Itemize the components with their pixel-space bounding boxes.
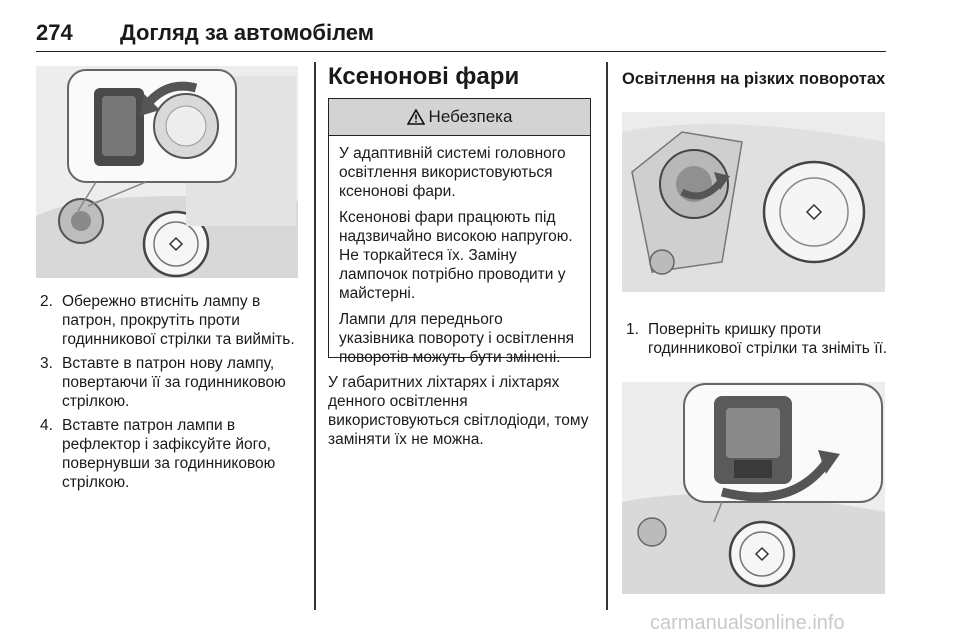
list-item: [40, 354, 302, 411]
watermark: carmanualsonline.info: [650, 612, 845, 634]
step-text: Вставте в патрон нову лампу, повертаючи її за годинниковою стрілкою.: [62, 355, 286, 410]
warning-box: [328, 98, 591, 366]
subsection-title: Освітлення на різких поворотах: [622, 70, 886, 88]
step-number: 3.: [40, 355, 53, 372]
body-paragraph: У габаритних ліхтарях і ліхтарях денного освітлення використовуються світлодіоди, тому заміняти їх не можна.: [328, 374, 589, 448]
section-title: Ксенонові фари: [328, 63, 520, 90]
step-number: 4.: [40, 417, 53, 434]
cornering-lamp-bulb-illustration: [622, 382, 885, 594]
headlamp-bulb-illustration: [36, 66, 298, 278]
steps-list-left: [40, 292, 302, 497]
cornering-lamp-cover-illustration: [622, 112, 885, 292]
page-number: 274: [36, 20, 73, 45]
warning-paragraph: Ксенонові фари працюють під надзвичайно високою напругою. Не торкайтеся їх. Заміну лампочок потрібно проводити у майстерні.: [339, 209, 573, 302]
step-number: 2.: [40, 293, 53, 310]
column-divider: [606, 62, 608, 610]
page-header: [36, 20, 886, 52]
warning-paragraph: У адаптивній системі головного освітлення використовуються ксенонові фари.: [339, 145, 566, 200]
step-number: 1.: [626, 321, 639, 338]
header-title: Догляд за автомобілем: [120, 20, 375, 45]
list-item: [40, 416, 302, 492]
step-text: Поверніть кришку проти годинникової стрілки та зніміть її.: [648, 321, 888, 357]
step-text: Вставте патрон лампи в рефлектор і зафіксуйте його, повернувши за годинниковою стрілкою.: [62, 417, 276, 491]
warning-body: [329, 136, 590, 367]
warning-heading: [329, 99, 590, 136]
warning-triangle-icon: [407, 109, 425, 125]
list-item: [40, 292, 302, 349]
warning-paragraph: Лампи для переднього указівника повороту і освітлення поворотів можуть бути змінені.: [339, 311, 575, 366]
steps-list-right: [626, 320, 888, 363]
warning-heading-text: Небезпека: [428, 107, 513, 126]
list-item: [626, 320, 888, 358]
step-text: Обережно втисніть лампу в патрон, прокрутіть проти годинникової стрілки та вийміть.: [62, 293, 295, 348]
column-divider: [314, 62, 316, 610]
